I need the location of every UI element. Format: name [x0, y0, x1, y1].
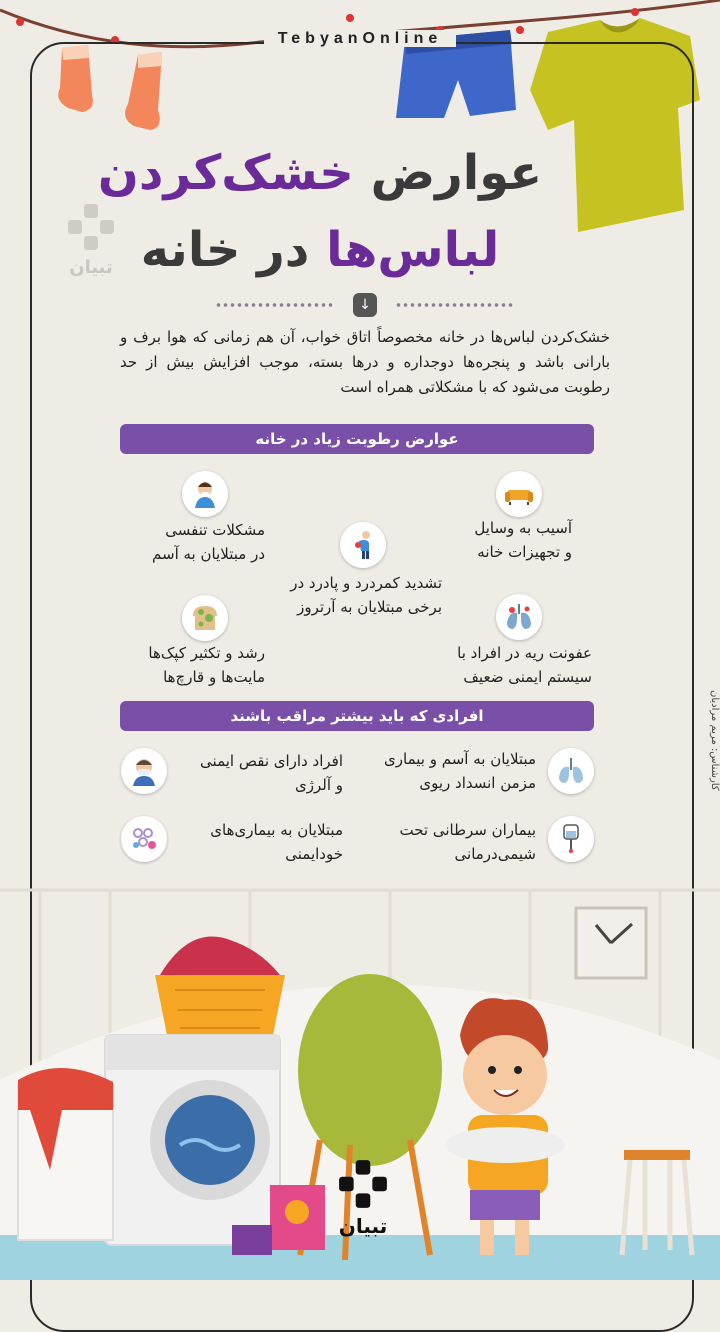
lungs-virus-icon	[496, 594, 542, 640]
arrow-down-icon: ↓	[353, 293, 377, 317]
page-title-line2	[0, 222, 640, 278]
list-item: افراد دارای نقص ایمنی و آلرژی	[200, 752, 343, 794]
list-item: مبتلایان به بیماری‌های خودایمنی	[210, 821, 343, 863]
intro-paragraph: خشک‌کردن لباس‌ها در خانه مخصوصاً اتاق خواب، آن هم زمانی که هوا برف و بارانی باشد و پنجره‌ها دوجداره و درها بسته، موجب افزایش بیش از حد رطوبت می‌شود که با مشکلاتی همراه است	[120, 328, 610, 396]
list-item: آسیب به وسایل و تجهیزات خانه	[474, 519, 572, 561]
tebyan-logo-icon	[337, 1158, 389, 1210]
list-item: عفونت ریه در افراد با سیستم ایمنی ضعیف	[457, 644, 592, 686]
page-title-line1	[0, 145, 640, 201]
coughing-person-icon	[182, 471, 228, 517]
bottom-logo	[318, 1158, 408, 1238]
title-accent: لباس‌ها	[326, 222, 500, 278]
sofa-icon	[496, 471, 542, 517]
section1-banner: عوارض رطوبت زیاد در خانه	[120, 424, 594, 454]
divider	[215, 293, 515, 317]
credit-text: کارشناس: مریم مرادیان	[709, 690, 720, 791]
list-item: مشکلات تنفسی در مبتلایان به آسم	[152, 521, 265, 563]
clothes-pile-icon	[160, 937, 280, 975]
allergy-person-icon	[121, 748, 167, 794]
mold-bread-icon	[182, 595, 228, 641]
list-item: رشد و تکثیر کپک‌ها مایت‌ها و قارچ‌ها	[148, 644, 265, 686]
logo-text: تبیان	[338, 1214, 388, 1238]
list-item: تشدید کمردرد و پادرد در برخی مبتلایان به آرتروز	[290, 574, 442, 616]
list-item: مبتلایان به آسم و بیماری مزمن انسداد ریوی	[384, 750, 536, 792]
lungs-icon	[548, 748, 594, 794]
washing-machine-icon	[105, 1035, 280, 1245]
section2-banner: افرادی که باید بیشتر مراقب باشند	[120, 701, 594, 731]
side-logo-text: تبیان	[69, 257, 113, 278]
title-text: عوارض	[353, 145, 543, 201]
back-pain-icon	[340, 522, 386, 568]
wall-clock-icon	[576, 908, 646, 978]
iv-drip-icon	[548, 816, 594, 862]
title-text: در خانه	[140, 222, 327, 278]
autoimmune-cells-icon	[121, 816, 167, 862]
list-item: بیماران سرطانی تحت شیمی‌درمانی	[399, 821, 536, 863]
laundry-hamper-icon	[18, 1068, 113, 1240]
title-accent: خشک‌کردن	[97, 145, 354, 201]
brand-header: TebyanOnline	[0, 30, 720, 48]
